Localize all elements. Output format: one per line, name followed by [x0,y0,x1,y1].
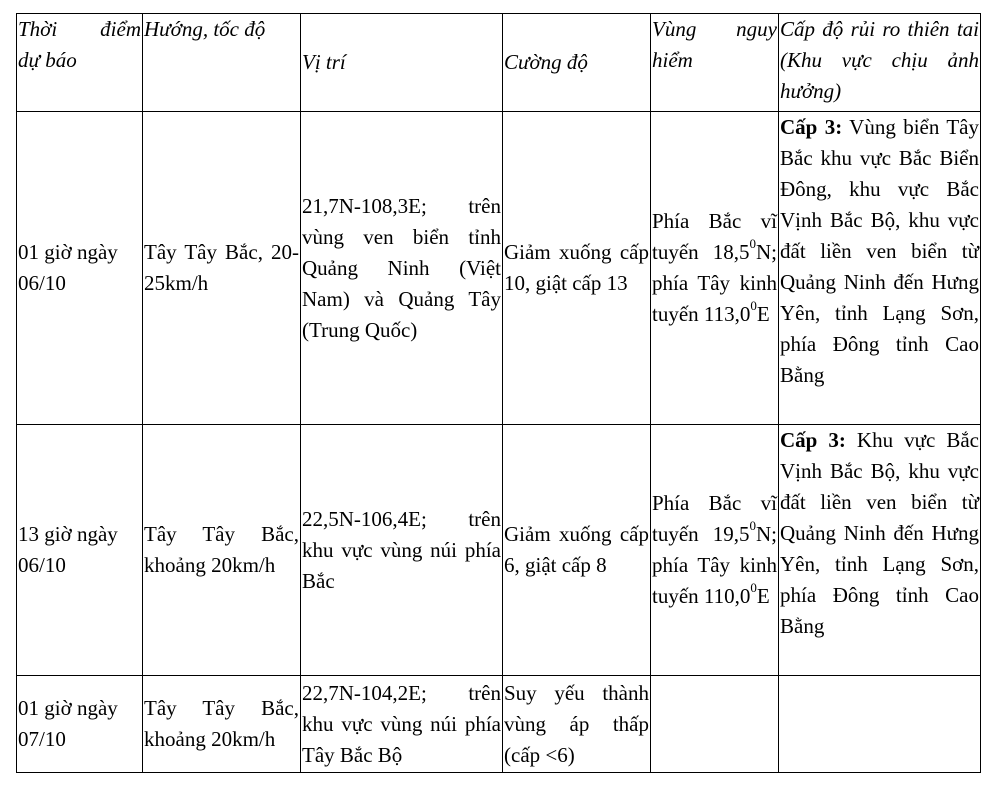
danger-text-c: E [756,584,770,608]
cell-danger-zone [651,112,779,425]
degree-mark: 0 [749,518,756,533]
danger-text-b: N; phía Tây kinh tuyến 110,0 [652,522,777,608]
forecast-table [16,13,981,773]
header-danger-zone [651,14,779,112]
risk-text: Khu vực Bắc Vịnh Bắc Bộ, khu vực đất liền ven biển từ Quảng Ninh đến Hưng Yên, tỉnh Lạng Sơn, phía Đông tỉnh Cao Bằng [780,428,979,638]
header-direction: Hướng, tốc độ [143,14,301,112]
header-time-word-1: Thời [18,17,58,41]
cell-direction: Tây Tây Bắc, khoảng 20km/h [143,676,301,773]
header-position: Vị trí [301,14,503,112]
cell-direction: Tây Tây Bắc, 20-25km/h [143,112,301,425]
cell-risk-level [779,112,981,425]
header-intensity: Cường độ [503,14,651,112]
header-danger-zone-text: Vùng nguy hiểm [652,17,777,72]
danger-text-c: E [756,302,770,326]
risk-label: Cấp 3: [780,115,843,139]
risk-label: Cấp 3: [780,428,846,452]
header-time [17,14,143,112]
cell-time: 13 giờ ngày 06/10 [17,425,143,676]
degree-mark: 0 [750,298,757,313]
danger-text-b: N; phía Tây kinh tuyến 113,0 [652,240,777,326]
table-row [17,112,981,425]
table-row [17,676,981,773]
cell-direction: Tây Tây Bắc, khoảng 20km/h [143,425,301,676]
cell-intensity: Giảm xuống cấp 6, giật cấp 8 [503,425,651,676]
danger-text-a: Phía Bắc vĩ tuyến 18,5 [652,209,777,264]
cell-intensity: Suy yếu thành vùng áp thấp (cấp <6) [503,676,651,773]
cell-position: 21,7N-108,3E; trên vùng ven biển tỉnh Quảng Ninh (Việt Nam) và Quảng Tây (Trung Quốc) [301,112,503,425]
degree-mark: 0 [749,236,756,251]
cell-time: 01 giờ ngày 07/10 [17,676,143,773]
cell-time: 01 giờ ngày 06/10 [17,112,143,425]
degree-mark: 0 [750,580,757,595]
danger-text-a: Phía Bắc vĩ tuyến 19,5 [652,491,777,546]
cell-risk-level [779,676,981,773]
risk-text: Vùng biển Tây Bắc khu vực Bắc Biển Đông, khu vực Bắc Vịnh Bắc Bộ, khu vực đất liền ven biển từ Quảng Ninh đến Hưng Yên, tỉnh Lạng Sơn, phía Đông tỉnh Cao Bằng [780,115,979,387]
cell-position: 22,5N-106,4E; trên khu vực vùng núi phía Bắc [301,425,503,676]
header-time-word-2: điểm [100,17,141,41]
cell-danger-zone [651,676,779,773]
cell-intensity: Giảm xuống cấp 10, giật cấp 13 [503,112,651,425]
header-row [17,14,981,112]
table-row [17,425,981,676]
header-risk-level: Cấp độ rủi ro thiên tai (Khu vực chịu ảnh hưởng) [779,14,981,112]
cell-risk-level [779,425,981,676]
header-time-word-3: dự báo [18,48,77,72]
cell-danger-zone [651,425,779,676]
cell-position: 22,7N-104,2E; trên khu vực vùng núi phía Tây Bắc Bộ [301,676,503,773]
